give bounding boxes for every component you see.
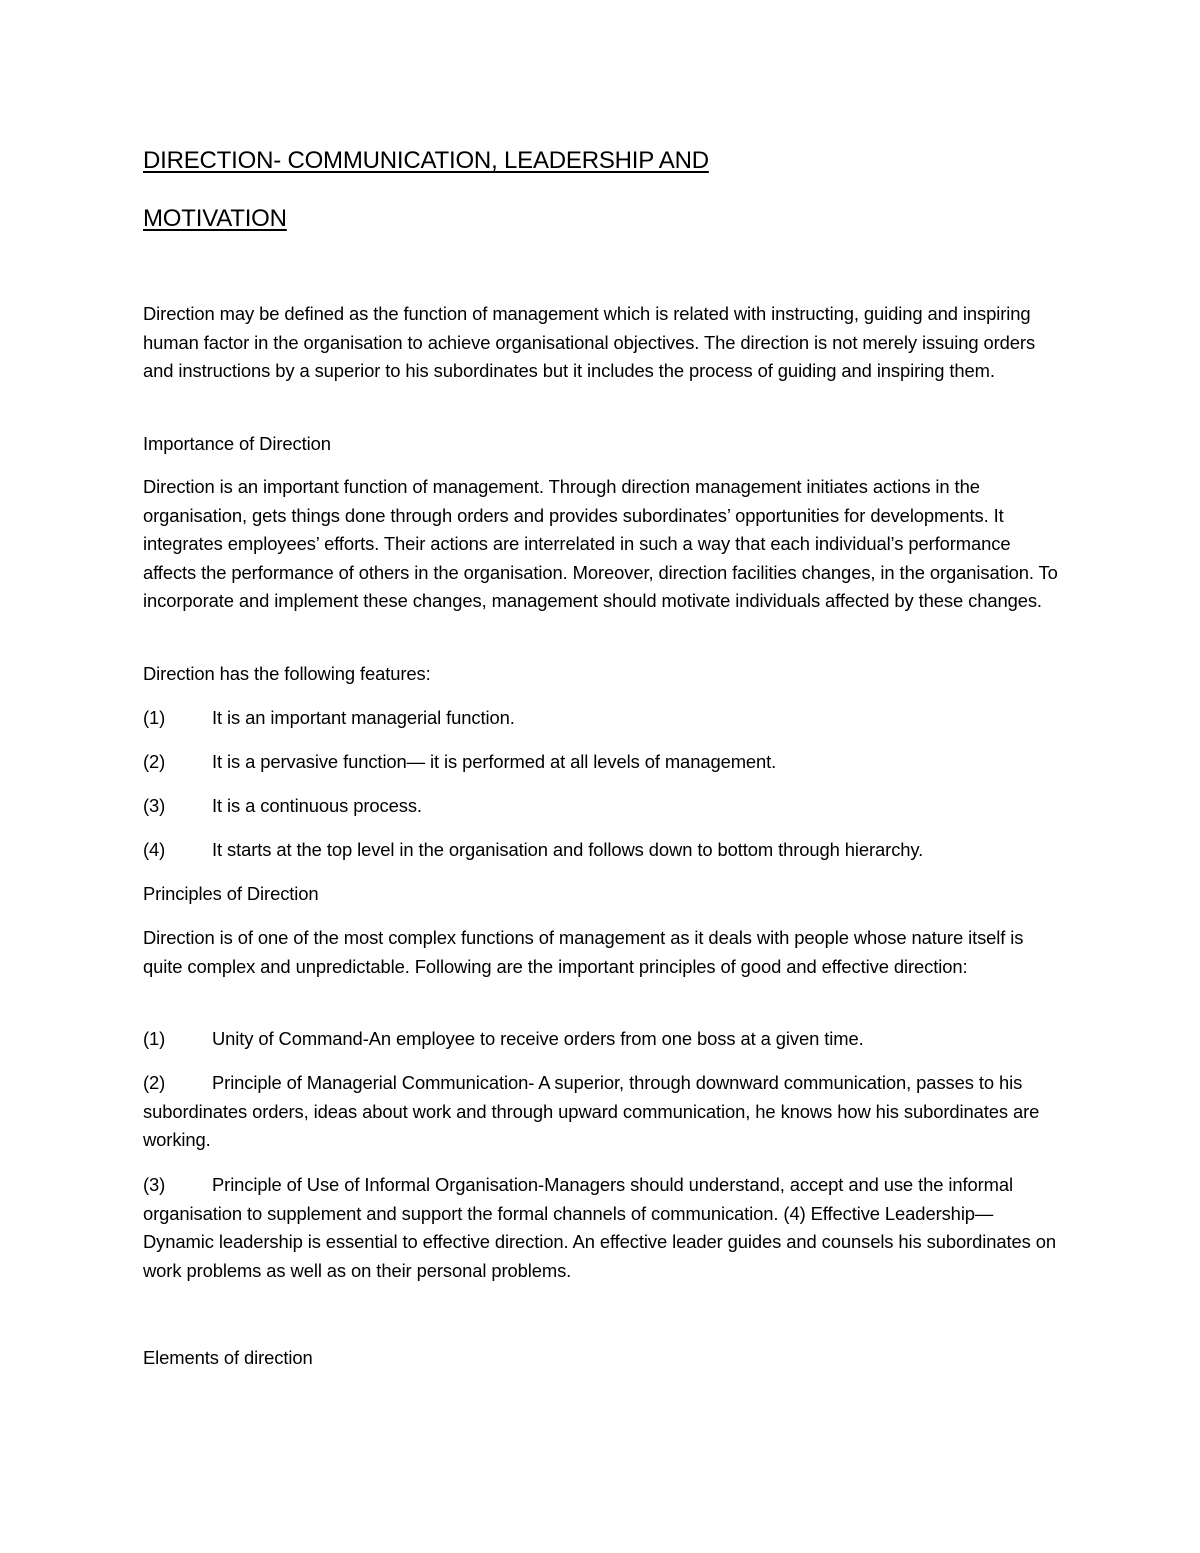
importance-paragraph: Direction is an important function of management. Through direction management initiates actions in the organisation, gets things done through orders and provides subordinates’ opportunities for developments. It integrates employees’ efforts. Their actions are interrelated in such a way that each individual’s performance affects the performance of others in the organisation. Moreover, direction facilities changes, in the organisation. To incorporate and implement these changes, management should motivate individuals affected by these changes. xyxy=(143,476,1058,612)
feature-number: (1) xyxy=(143,707,166,728)
features-heading: Direction has the following features: xyxy=(143,663,431,684)
feature-item xyxy=(143,836,1063,865)
principle-text: Principle of Managerial Communication- A superior, through downward communication, passes to his subordinates orders, ideas about work and through upward communication, he knows how his subordinates are working. xyxy=(143,1072,1040,1151)
feature-item xyxy=(143,792,1063,821)
principle-item xyxy=(143,1069,1063,1155)
feature-number: (4) xyxy=(143,839,166,860)
importance-heading: Importance of Direction xyxy=(143,433,331,454)
principles-heading: Principles of Direction xyxy=(143,883,319,904)
document-title-line-1: DIRECTION- COMMUNICATION, LEADERSHIP AND xyxy=(143,147,709,174)
elements-heading: Elements of direction xyxy=(143,1347,313,1368)
principle-item xyxy=(143,1171,1063,1285)
feature-text: It is a continuous process. xyxy=(212,795,422,816)
principle-number: (1) xyxy=(143,1028,166,1049)
principle-text: Unity of Command-An employee to receive orders from one boss at a given time. xyxy=(212,1028,864,1049)
feature-item xyxy=(143,748,1063,777)
feature-number: (2) xyxy=(143,751,166,772)
intro-paragraph: Direction may be defined as the function of management which is related with instructing, guiding and inspiring human factor in the organisation to achieve organisational objectives. The direction is not merely issuing orders and instructions by a superior to his subordinates but it includes the process of guiding and inspiring them. xyxy=(143,303,1036,382)
principle-number: (2) xyxy=(143,1072,166,1093)
principle-item xyxy=(143,1025,1063,1054)
feature-item xyxy=(143,704,1063,733)
feature-number: (3) xyxy=(143,795,166,816)
document-title-line-2: MOTIVATION xyxy=(143,205,287,232)
feature-text: It starts at the top level in the organisation and follows down to bottom through hierarchy. xyxy=(212,839,924,860)
principle-number: (3) xyxy=(143,1174,166,1195)
feature-text: It is a pervasive function— it is performed at all levels of management. xyxy=(212,751,777,772)
principle-text: Principle of Use of Informal Organisation-Managers should understand, accept and use the informal organisation to supplement and support the formal channels of communication. (4) Effective Leadership—Dynamic leadership is essential to effective direction. An effective leader guides and counsels his subordinates on work problems as well as on their personal problems. xyxy=(143,1174,1057,1281)
principles-intro-paragraph: Direction is of one of the most complex functions of management as it deals with people whose nature itself is quite complex and unpredictable. Following are the important principles of good and effective direction: xyxy=(143,927,1024,977)
feature-text: It is an important managerial function. xyxy=(212,707,515,728)
